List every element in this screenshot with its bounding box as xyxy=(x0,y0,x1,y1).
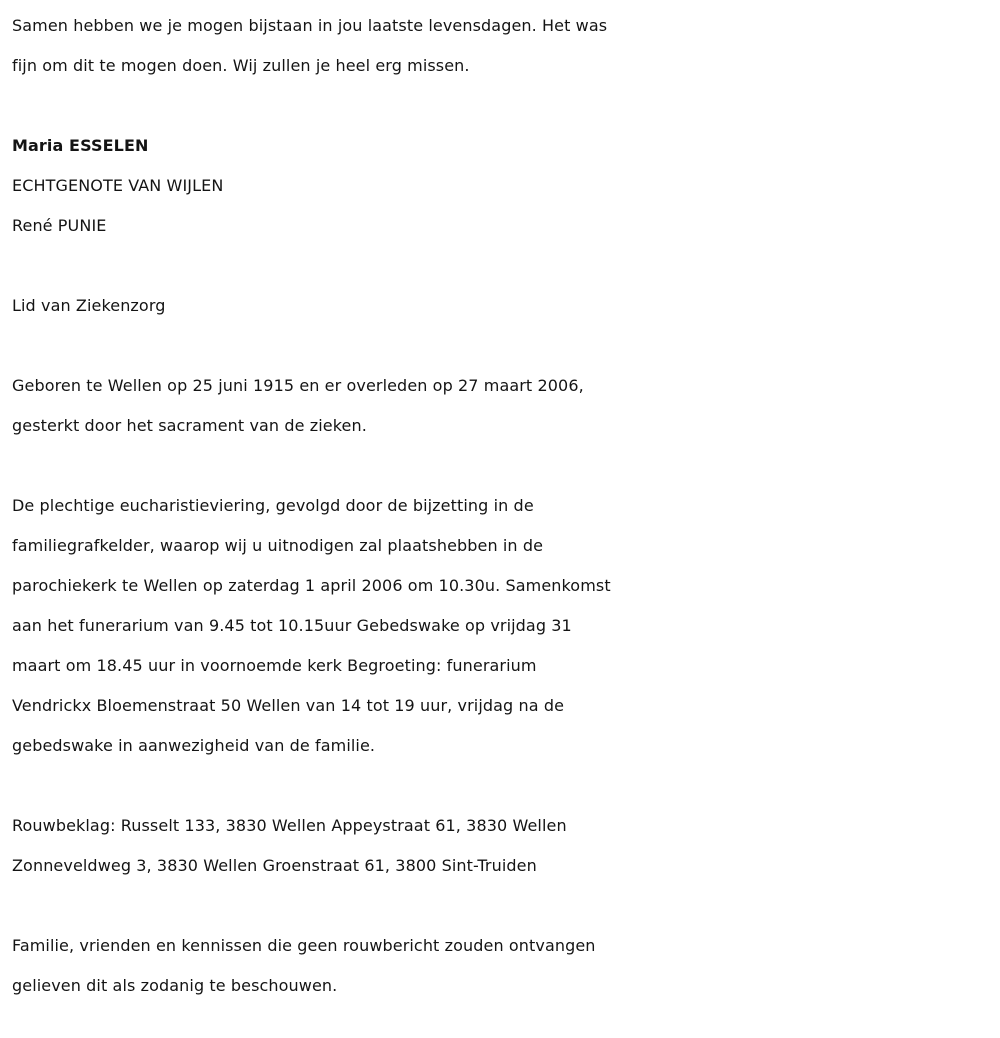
spacer xyxy=(12,766,996,806)
condolences-line-2: Zonneveldweg 3, 3830 Wellen Groenstraat 61, 3800 Sint-Truiden xyxy=(12,856,537,875)
ceremony-paragraph xyxy=(12,486,996,766)
relation-label: ECHTGENOTE VAN WIJLEN xyxy=(12,176,224,195)
ceremony-line: De plechtige eucharistieviering, gevolgd door de bijzetting in de xyxy=(12,496,534,515)
spacer xyxy=(12,886,996,926)
intro-line-2: fijn om dit te mogen doen. Wij zullen je heel erg missen. xyxy=(12,56,470,75)
condolences-paragraph xyxy=(12,806,996,886)
ceremony-line: familiegrafkelder, waarop wij u uitnodigen zal plaatshebben in de xyxy=(12,536,544,555)
ceremony-line: parochiekerk te Wellen op zaterdag 1 april 2006 om 10.30u. Samenkomst xyxy=(12,576,611,595)
spouse-name: René PUNIE xyxy=(12,216,107,235)
intro-line-1: Samen hebben we je mogen bijstaan in jou laatste levensdagen. Het was xyxy=(12,16,608,35)
closing-line-1: Familie, vrienden en kennissen die geen rouwbericht zouden ontvangen xyxy=(12,936,596,955)
closing-line-2: gelieven dit als zodanig te beschouwen. xyxy=(12,976,338,995)
ceremony-line: aan het funerarium van 9.45 tot 10.15uur Gebedswake op vrijdag 31 xyxy=(12,616,572,635)
birth-death-paragraph xyxy=(12,366,996,446)
membership-text: Lid van Ziekenzorg xyxy=(12,296,166,315)
condolences-line-1: Rouwbeklag: Russelt 133, 3830 Wellen Appeystraat 61, 3830 Wellen xyxy=(12,816,567,835)
birth-death-line-2: gesterkt door het sacrament van de zieken. xyxy=(12,416,367,435)
spacer xyxy=(12,446,996,486)
closing-paragraph xyxy=(12,926,996,1006)
spacer xyxy=(12,246,996,286)
birth-death-line-1: Geboren te Wellen op 25 juni 1915 en er overleden op 27 maart 2006, xyxy=(12,376,584,395)
deceased-name: Maria ESSELEN xyxy=(12,136,149,155)
spacer xyxy=(12,326,996,366)
ceremony-line: maart om 18.45 uur in voornoemde kerk Begroeting: funerarium xyxy=(12,656,537,675)
ceremony-line: gebedswake in aanwezigheid van de familie. xyxy=(12,736,376,755)
person-block xyxy=(12,126,996,246)
ceremony-line: Vendrickx Bloemenstraat 50 Wellen van 14 tot 19 uur, vrijdag na de xyxy=(12,696,565,715)
intro-paragraph xyxy=(12,6,996,86)
spacer xyxy=(12,86,996,126)
obituary-document xyxy=(12,0,996,1006)
